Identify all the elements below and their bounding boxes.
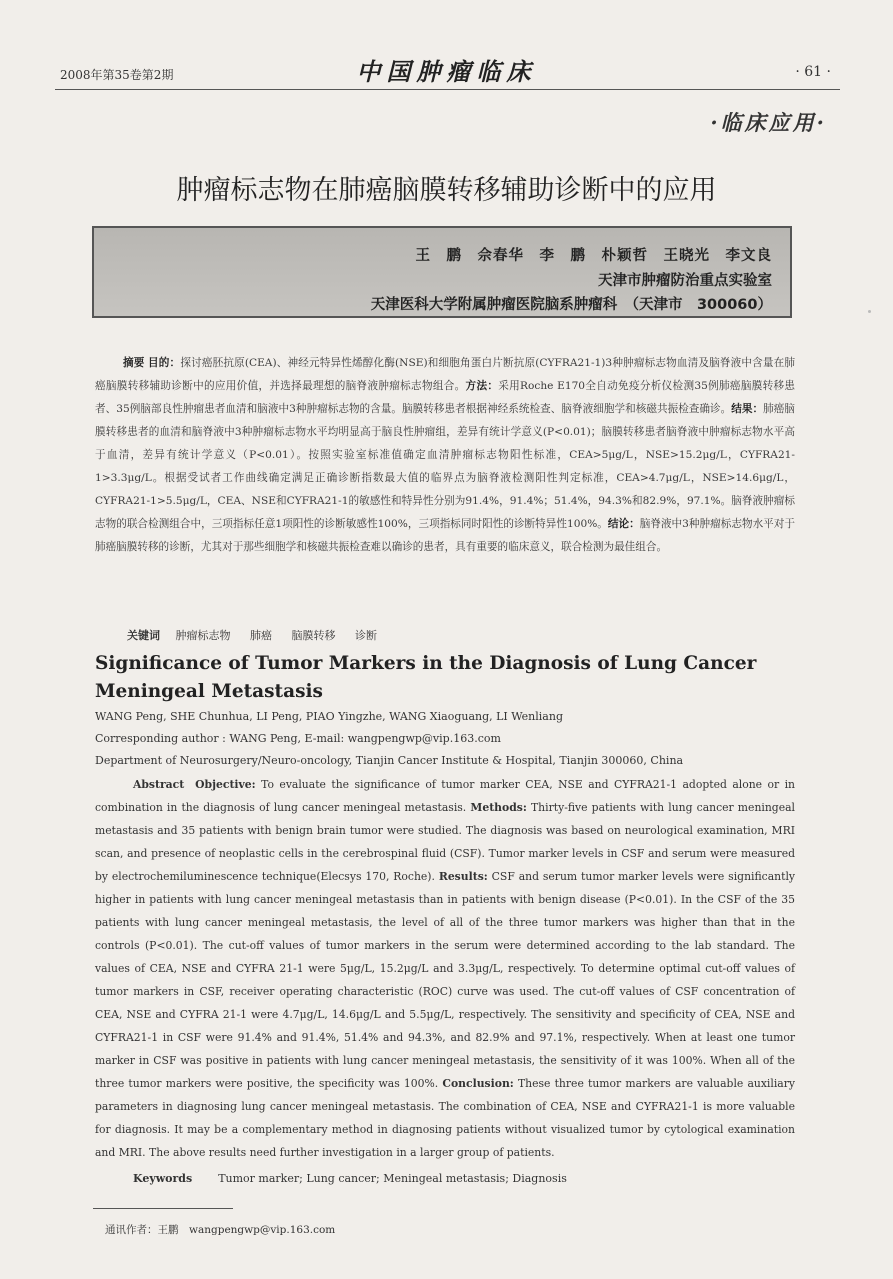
keyword-cn: 诊断 <box>355 629 377 642</box>
objective-label-cn: 目的： <box>148 357 181 369</box>
author-box <box>92 226 792 318</box>
issue-info: 2008年第35卷第2期 <box>60 68 174 82</box>
article-title: 肿瘤标志物在肺癌脑膜转移辅助诊断中的应用 <box>176 175 717 206</box>
english-keywords <box>133 1172 567 1185</box>
methods-cn: 采用Roche E170全自动免疫分析仪检测35例肺癌脑膜转移患者、35例脑部良性肿瘤患者血清和脑液中3种肿瘤标志物的含量。脑膜转移患者根据神经系统检查、脑脊液细胞学和核磁共振检查确诊。 <box>95 380 796 415</box>
chinese-keywords <box>127 627 393 643</box>
methods-en: Thirty-five patients with lung cancer meningeal metastasis and 35 patients with benign brain tumor were studied. The diagnosis was based on neurological examination, MRI scan, and presence of neoplastic cells in the cerebrospinal fluid (CSF). Tumor marker levels in CSF and serum were measured by electrochemiluminescence technique(Elecsys 170, Roche). <box>95 801 795 883</box>
abstract-label-cn: 摘要 <box>123 357 145 369</box>
objective-cn: 探讨癌胚抗原(CEA)、神经元特异性烯醇化酶(NSE)和细胞角蛋白片断抗原(CYFRA21-1)3种肿瘤标志物血清及脑脊液中含量在肺癌脑膜转移辅助诊断中的应用价值，并选择最理想的脑脊液肿瘤标志物组合。 <box>95 357 795 392</box>
english-title: Significance of Tumor Markers in the Diagnosis of Lung Cancer Meningeal Metastasis <box>95 653 757 702</box>
english-abstract <box>95 773 795 1164</box>
keywords-text-en: Tumor marker; Lung cancer; Meningeal metastasis; Diagnosis <box>218 1172 567 1185</box>
conclusion-en: These three tumor markers are valuable auxiliary parameters in diagnosing lung cancer meningeal metastasis. The combination of CEA, NSE and CYFRA21-1 is more valuable for diagnosis. It may be a complementary method in diagnosing patients without visualized tumor by cytological examination and MRI. The above results need further investigation in a larger group of patients. <box>95 1077 795 1159</box>
journal-name: 中国肿瘤临床 <box>356 57 537 86</box>
objective-label-en: Objective: <box>195 778 256 791</box>
affiliation-2: 天津医科大学附属肿瘤医院脑系肿瘤科 （天津市 300060） <box>370 297 772 313</box>
header-divider <box>55 89 840 90</box>
footnote: 通讯作者：王鹏 wangpengwp@vip.163.com <box>105 1224 336 1236</box>
results-en: CSF and serum tumor marker levels were significantly higher in patients with lung cancer meningeal metastasis than in patients with benign disease (P<0.01). In the CSF of the 35 patients with lung cancer meningeal metastasis, the level of all of the three tumor markers was higher than that in the controls (P<0.01). The cut-off values of tumor markers in the serum were determined according to the lab standard. The values of CEA, NSE and CYFRA 21-1 were 5μg/L, 15.2μg/L and 3.3μg/L, respectively. To determine optimal cut-off values of tumor markers in CSF, receiver operating characteristic (ROC) curve was used. The cut-off values of CSF concentration of CEA, NSE and CYFRA 21-1 were 4.7μg/L, 14.6μg/L and 5.5μg/L, respectively. The sensitivity and specificity of CEA, NSE and CYFRA21-1 in CSF were 91.4% and 91.4%, 51.4% and 94.3%, and 82.9% and 97.1%, respectively. When at least one tumor marker in CSF was positive in patients with lung cancer meningeal metastasis, the sensitivity of it was 100%. When all of the three tumor markers were positive, the specificity was 100%. <box>95 870 796 1090</box>
footnote-divider <box>93 1208 233 1209</box>
results-cn: 肺癌脑膜转移患者的血清和脑脊液中3种肿瘤标志物水平均明显高于脑良性肿瘤组，差异有统计学意义(P<0.01)；脑膜转移患者脑脊液中肿瘤标志物水平高于血清，差异有统计学意义（P<0.01）。按照实验室标准值确定血清肿瘤标志物阳性标准，CEA>5μg/L，NSE>15.2μg/L，CYFRA21-1>3.3μg/L。根据受试者工作曲线确定满足正确诊断指数最大值的临界点为脑脊液检测阳性判定标准，CEA>4.7μg/L，NSE>14.6μg/L，CYFRA21-1>5.5μg/L，CEA、NSE和CYFRA21-1的敏感性和特异性分别为91.4%，91.4%；51.4%，94.3%和82.9%，97.1%。脑脊液肿瘤标志物的联合检测组合中，三项指标任意1项阳性的诊断敏感性100%，三项指标同时阳性的诊断特异性100%。 <box>95 403 796 530</box>
keyword-cn: 肿瘤标志物 <box>175 629 231 642</box>
conclusion-cn: 脑脊液中3种肿瘤标志物水平对于肺癌脑膜转移的诊断，尤其对于那些细胞学和核磁共振检查难以确诊的患者，具有重要的临床意义，联合检测为最佳组合。 <box>95 518 795 553</box>
objective-en: To evaluate the significance of tumor marker CEA, NSE and CYFRA21-1 adopted alone or in combination in the diagnosis of lung cancer meningeal metastasis. <box>95 778 796 814</box>
methods-label-en: Methods: <box>470 801 527 814</box>
conclusion-label-en: Conclusion: <box>442 1077 514 1090</box>
section-label: ·临床应用· <box>710 110 827 135</box>
corresponding-author: Corresponding author : WANG Peng, E-mail: wangpengwp@vip.163.com <box>95 732 501 745</box>
results-label-en: Results: <box>438 870 488 883</box>
keywords-label-cn: 关键词 <box>127 629 160 642</box>
methods-label-cn: 方法： <box>465 380 499 392</box>
english-authors: WANG Peng, SHE Chunhua, LI Peng, PIAO Yingzhe, WANG Xiaoguang, LI Wenliang <box>95 710 563 723</box>
conclusion-label-cn: 结论： <box>607 518 640 530</box>
keywords-label-en: Keywords <box>133 1172 193 1185</box>
affiliation-1: 天津市肿瘤防治重点实验室 <box>598 273 772 289</box>
chinese-abstract <box>95 352 795 559</box>
author-list: 王 鹏 佘春华 李 鹏 朴颖哲 王晓光 李文良 <box>415 248 772 264</box>
results-label-cn: 结果： <box>731 403 764 415</box>
page-number: · 61 · <box>795 64 831 80</box>
keyword-cn: 肺癌 <box>250 629 272 642</box>
abstract-label-en: Abstract <box>133 778 185 791</box>
scan-speck <box>868 310 871 313</box>
department: Department of Neurosurgery/Neuro-oncology, Tianjin Cancer Institute & Hospital, Tianjin 300060, China <box>95 754 684 767</box>
keyword-cn: 脑膜转移 <box>291 629 336 642</box>
